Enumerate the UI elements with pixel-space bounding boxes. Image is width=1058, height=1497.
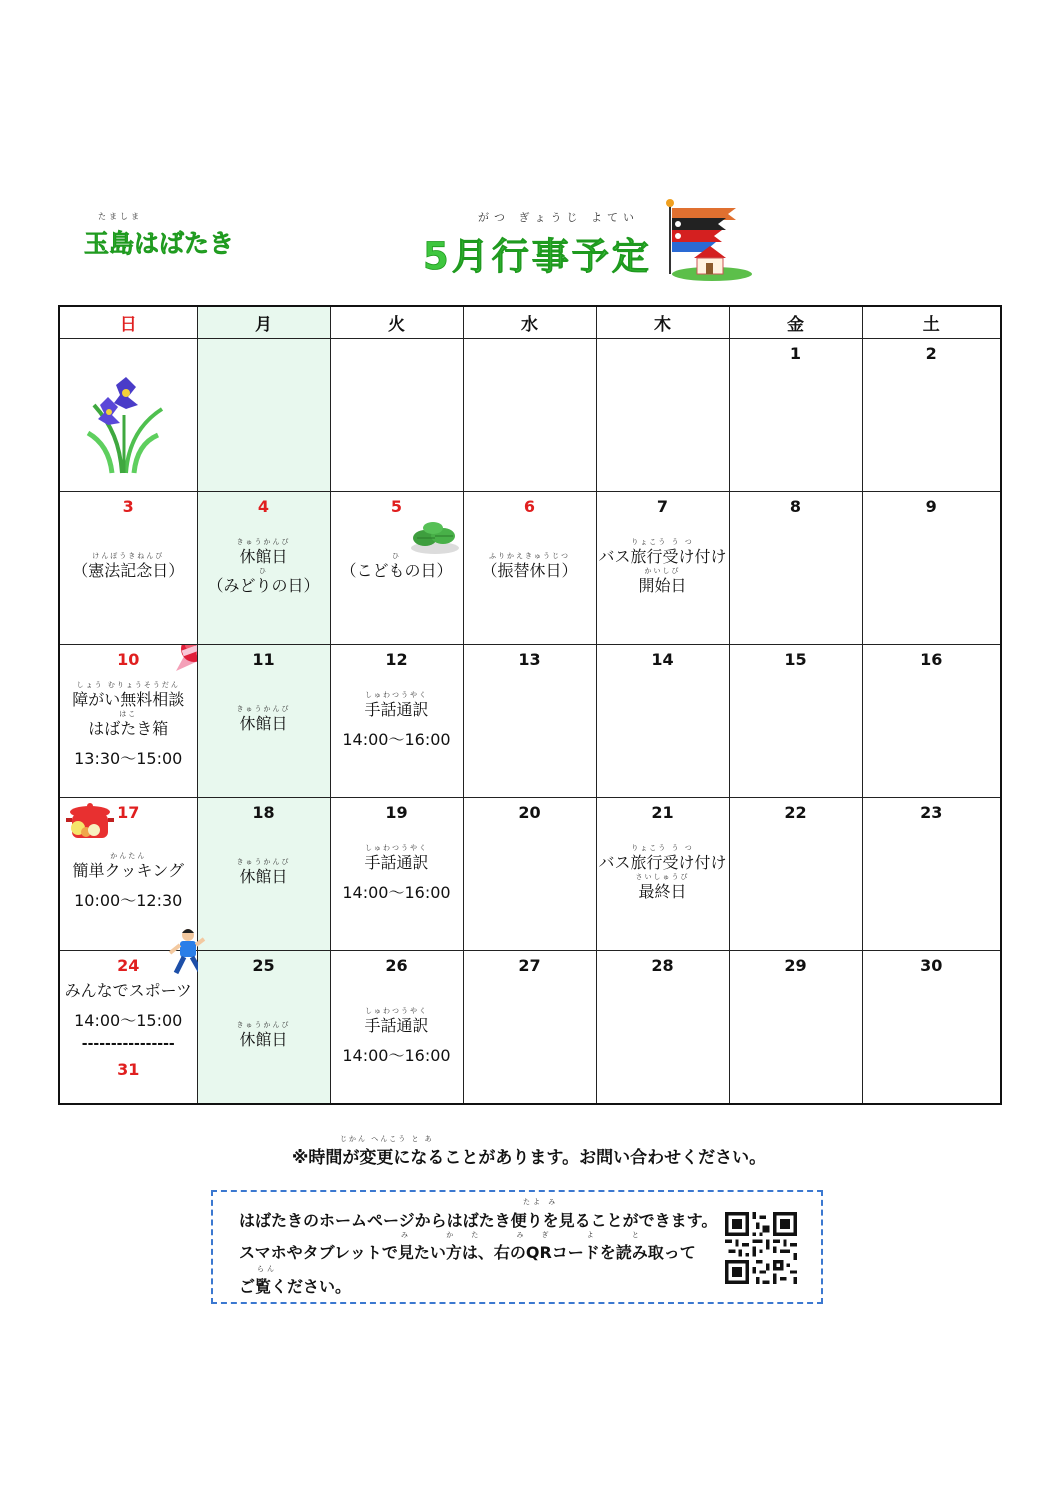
day-cell [59,339,197,492]
day-number: 16 [920,650,943,669]
event-ruby: ひ [259,567,268,575]
day-number: 18 [252,803,275,822]
day-number: 17 [117,803,140,822]
page-title-ruby: がつ ぎょうじ よてい [478,211,639,224]
event-title: （振替休日） [481,561,578,580]
info-line2: スマホやタブレットで見たい方は、右のQRコードを読み取って [239,1243,696,1262]
weekday-tue: 火 [330,306,463,339]
day-cell [596,492,729,645]
day-cell [463,798,596,951]
org-name-ruby: たましま [98,212,142,221]
event-ruby: ふりかえきゅうじつ [489,552,570,560]
event-title: バス旅行受け付け [598,547,727,566]
day-number: 21 [651,803,674,822]
weekday-sat: 土 [862,306,1001,339]
event-ruby: かいしび [644,567,681,575]
event-time: 14:00～15:00 [74,1011,183,1030]
event-ruby: ひ [392,552,401,560]
day-number: 29 [784,956,807,975]
event-ruby: けんぽうきねんび [92,552,165,560]
day-number: 30 [920,956,943,975]
event-title: 手話通訳 [364,700,429,719]
day-cell [463,645,596,798]
day-number: 4 [257,497,270,516]
day-number: 11 [252,650,275,669]
event-title: 休館日 [239,867,288,886]
event-ruby: しゅわつうやく [365,844,428,852]
org-name: 玉島はばたき [84,229,235,258]
event-ruby: しょう むりょうそうだん [76,681,180,689]
calendar-week [59,951,1001,1105]
event-title: 手話通訳 [364,853,429,872]
day-cell [59,951,197,1105]
day-number: 27 [518,956,541,975]
event-ruby: きゅうかんび [236,1021,291,1029]
event-title: 休館日 [239,547,288,566]
day-cell [330,339,463,492]
day-cell [197,951,330,1105]
day-number: 19 [385,803,408,822]
event-time: 13:30～15:00 [74,749,183,768]
event-ruby: しゅわつうやく [365,691,428,699]
info-line3-ruby: らん [257,1265,277,1273]
event-title: 休館日 [239,1030,288,1049]
carnation-bouquet-icon [168,645,197,678]
calendar-week [59,492,1001,645]
day-number: 10 [117,650,140,669]
day-cell [862,798,1001,951]
weekday-sun: 日 [59,306,197,339]
event-ruby: かんたん [110,852,147,860]
day-number [331,344,463,364]
event-title: バス旅行受け付け [598,853,727,872]
day-number: 3 [122,497,134,516]
day-number: 14 [651,650,674,669]
calendar-week [59,339,1001,492]
day-number: 5 [390,497,403,516]
event-ruby: りょこう う つ [631,844,694,852]
info-line1: はばたきのホームページからはばたき便りを見ることができます。 [239,1211,718,1230]
kashiwa-mochi-icon [407,514,461,556]
weekday-fri: 金 [729,306,862,339]
event-title: （こどもの日） [340,561,453,580]
day-number: 31 [117,1060,140,1079]
day-cell [330,798,463,951]
day-number: 26 [385,956,408,975]
schedule-change-note: ※時間が変更になることがあります。お問い合わせください。 [291,1148,767,1168]
day-cell [197,492,330,645]
day-number: 1 [789,344,802,363]
day-cell [729,951,862,1105]
event-ruby: さいしゅうび [635,873,690,881]
day-number: 7 [656,497,669,516]
calendar-week [59,645,1001,798]
event-subtitle: 開始日 [638,576,687,595]
day-cell [729,492,862,645]
page-title: 5月行事予定 [423,235,652,278]
day-number: 15 [784,650,807,669]
event-ruby: きゅうかんび [236,858,291,866]
day-cell [59,645,197,798]
day-cell [596,798,729,951]
event-subtitle: 最終日 [638,882,687,901]
event-subtitle: （みどりの日） [207,576,320,595]
weekday-wed: 水 [463,306,596,339]
day-cell [197,798,330,951]
weekday-thu: 木 [596,306,729,339]
day-cell [197,339,330,492]
day-cell [463,951,596,1105]
day-cell [862,645,1001,798]
day-cell [197,645,330,798]
day-number: 22 [784,803,807,822]
day-number: 12 [385,650,408,669]
event-title: 障がい無料相談 [72,690,185,709]
day-number: 13 [518,650,541,669]
koinobori-icon [660,196,756,282]
day-cell [596,339,729,492]
day-number [60,344,197,364]
homepage-info-box [211,1190,823,1304]
cooking-pot-icon [64,800,116,846]
day-separator: ---------------- [81,1036,175,1052]
day-number: 6 [523,497,536,516]
day-cell [862,339,1001,492]
info-line1-ruby: たよ み [523,1198,559,1206]
day-cell [862,492,1001,645]
day-number: 8 [789,497,802,516]
note-ruby: じかん へんこう と あ [340,1135,434,1143]
day-cell [596,645,729,798]
day-cell [729,798,862,951]
event-ruby: りょこう う つ [631,538,694,546]
day-number: 25 [252,956,275,975]
day-number: 24 [117,956,140,975]
day-cell [463,339,596,492]
day-number: 20 [518,803,541,822]
info-line3: ご覧ください。 [239,1277,352,1296]
day-number: 23 [920,803,943,822]
iris-flower-icon [82,375,172,475]
event-title: 手話通訳 [364,1016,429,1035]
weekday-mon: 月 [197,306,330,339]
day-number: 28 [651,956,674,975]
day-cell [862,951,1001,1105]
event-time: 14:00～16:00 [342,730,451,749]
event-ruby: きゅうかんび [236,538,291,546]
event-time: 14:00～16:00 [342,1046,451,1065]
day-cell [729,645,862,798]
day-cell [729,339,862,492]
day-cell [59,492,197,645]
day-cell [330,645,463,798]
qr-code-icon[interactable] [725,1212,797,1284]
day-number [597,344,729,364]
day-number: 9 [925,497,937,516]
event-subtitle: はばたき箱 [88,719,169,738]
event-ruby: きゅうかんび [236,705,291,713]
day-number [464,344,596,364]
day-cell [596,951,729,1105]
day-cell [463,492,596,645]
calendar-table [58,305,1002,1105]
event-ruby: しゅわつうやく [365,1007,428,1015]
event-title: 休館日 [239,714,288,733]
day-number [198,344,330,364]
day-number: 2 [925,344,937,363]
event-time: 10:00～12:30 [74,891,183,910]
event-ruby: はこ [119,710,138,718]
event-title: 簡単クッキング [72,861,185,880]
day-cell [330,492,463,645]
event-time: 14:00～16:00 [342,883,451,902]
info-line2-ruby: み かた みぎ よ と [401,1231,657,1239]
event-title: （憲法記念日） [72,561,185,580]
day-cell [330,951,463,1105]
weekday-header-row [59,306,1001,339]
event-title: みんなでスポーツ [64,981,192,1000]
